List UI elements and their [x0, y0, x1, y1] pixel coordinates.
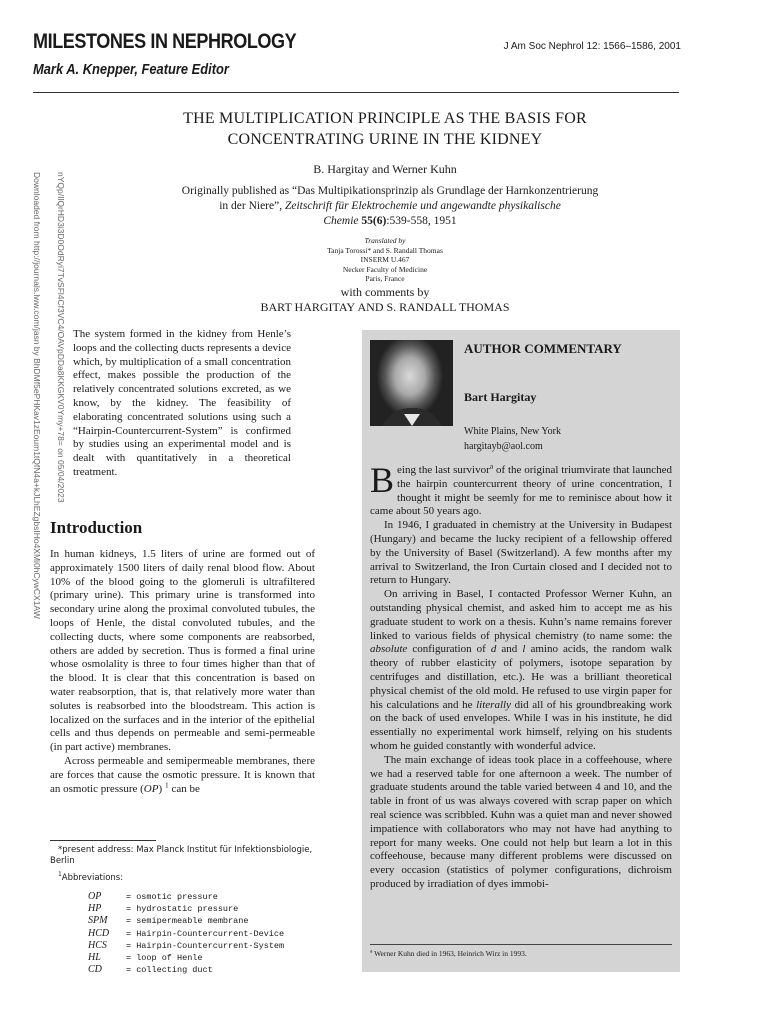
translation-credit [100, 236, 670, 284]
text: Across permeable and semipermeable membranes, there are forces that cause the osmotic pressure. It is known that an osmotic pressure ( [50, 754, 315, 795]
abbr-key: HCS [88, 939, 107, 951]
abstract: The system formed in the kidney from Henle’s loops and the collecting ducts represents a device which, by multiplication of a small concentration effect, makes possible the production of the relatively concentrated solutions excreted, as we know, by the kidney. The feasibility of elaborating concentrated solutions using such a “Hairpin-Countercurrent-System” is confirmed by studies using an experimental model and is dealt with quantitatively in a theoretical treatment. [73, 328, 291, 478]
abbr-row [88, 940, 284, 952]
abbr-key: HL [88, 952, 101, 964]
commentary-footnote-rule [370, 944, 672, 945]
commentator: BART HARGITAY [260, 300, 356, 314]
article-authors: B. Hargitay and Werner Kuhn [313, 162, 457, 176]
abbr-row [88, 891, 284, 903]
text: can be [168, 782, 200, 795]
abbr-val: = loop of Henle [126, 953, 203, 964]
commentary-footnote [370, 949, 672, 959]
journal-name: MILESTONES IN NEPHROLOGY [33, 30, 297, 53]
introduction-body [50, 548, 315, 796]
paragraph [50, 755, 315, 796]
abbr-row [88, 952, 284, 964]
drop-cap: B [370, 460, 395, 500]
pages: :539-558, 1951 [386, 215, 457, 227]
commentators [100, 300, 670, 315]
institution: Necker Faculty of Medicine [342, 264, 428, 274]
text: On arriving in Basel, I contacted Professor Werner Kuhn, an outstanding physical chemist, and asked him to accept me as his graduate student to work on a thesis. Kuhn’s name remains forever linked to various fields of physical chemistry (to name some: the [370, 588, 672, 642]
commentary-author: Bart Hargitay [464, 390, 537, 404]
abbr-val: = hydrostatic pressure [126, 904, 239, 915]
footnote-mark: 1 [58, 871, 62, 879]
original-publication [110, 184, 670, 229]
abbr-row [88, 928, 284, 940]
footnote-address: *present address: Max Planck Institut für Infektionsbiologie, Berlin [50, 845, 313, 866]
journal-original: Zeitschrift für Elektrochemie und angewandte physikalische [284, 200, 561, 212]
abbr-val: = Hairpin-Countercurrent-System [126, 940, 285, 951]
text: absolute [370, 643, 408, 656]
with-comments-label: with comments by [340, 285, 430, 299]
footnote-mark: a [370, 948, 373, 955]
translated-by-label: Translated by [364, 236, 406, 245]
footnotes [50, 845, 315, 890]
article-title [100, 108, 670, 150]
and-word: AND [355, 300, 387, 314]
watermark-line: nYQp/IlQrHD3i3D0OdRyi7TvSFl4Cf3VC4/OAVpDDa8KKGKV0Ymy+78= on 05/04/2023 [56, 172, 66, 503]
abbr-val: = Hairpin-Countercurrent-Device [126, 928, 285, 939]
paragraph: The main exchange of ideas took place in a coffeehouse, where we had a reserved table for one afternoon a week. The number of graduate students around the table varied between 4 and 10, and the table in front of us was always covered with scrap paper on which real science was scribbled. Kuhn was a quiet man and never showed impatience with collaborators who may not have had anything to report for many weeks. One could not help but learn a lot in this coffeehouse, because many different problems were discussed on every occasion (statistics of polymer configurations, dichroism produced by irradiation of dyes immobi- [370, 753, 672, 890]
abbr-op: OP [143, 782, 159, 795]
abbr-val: = collecting duct [126, 965, 213, 976]
abbr-row [88, 915, 284, 927]
paragraph [370, 460, 672, 519]
text: d [490, 643, 497, 656]
abbreviation-list [88, 891, 284, 976]
footnote-rule [50, 840, 156, 841]
header-rule [33, 92, 679, 93]
commentator: S. RANDALL THOMAS [386, 300, 510, 314]
feature-editor: Mark A. Knepper, Feature Editor [33, 61, 229, 78]
institution: Paris, France [365, 274, 405, 283]
text: and [496, 643, 523, 656]
abbr-key: OP [88, 891, 102, 902]
text: l [522, 643, 526, 656]
text: eing the last survivor [397, 464, 490, 476]
abbr-key: SPM [88, 915, 108, 927]
paragraph [370, 588, 672, 754]
orig-line [110, 214, 670, 229]
abbr-row [88, 964, 284, 976]
section-heading-introduction: Introduction [50, 518, 143, 537]
author-location: White Plains, New York [464, 426, 561, 437]
orig-text: in der Niere”, [219, 200, 285, 212]
text: literally [476, 698, 511, 711]
title-line: THE MULTIPLICATION PRINCIPLE AS THE BASIS FOR [183, 110, 587, 127]
commentary-body [370, 460, 672, 892]
text: amino acids, the random walk theory of rubber elasticity of polymers, isotope separation by centrifuges and distillation, etc.). He was a brilliant theoretical physical chemist of the old mold. He refused to use virgin paper for his calculations and he [370, 643, 672, 711]
footnote-abbreviations [50, 873, 315, 884]
paragraph: In human kidneys, 1.5 liters of urine are formed out of approximately 1500 liters of daily renal blood flow. About 10% of the blood going to the glomeruli is ultrafiltered (primary urine). This primary urine is transformed into secondary urine along the proximal convoluted tubules, the loops of Henle, the distal convoluted tubules, and the collecting ducts, where some components are reabsorbed, others are added by secretion. Thus is formed a final urine whose osmolality is three to four times higher than that of the blood. It is clear that this concentration is based on water reabsorption, that is, that relatively more water than solutes is reabsorbed into the bloodstream. This action is localized on the surfaces and in the interior of the epithelial cells and thus depends on permeable and semi-permeable (in part active) membranes. [50, 548, 315, 754]
author-portrait [370, 340, 453, 426]
footnote-ref[interactable]: a [489, 461, 494, 471]
text: did all of his groundbreaking work on the back of used envelopes. While I was in his institute, he did essentially no experimental work himself, relying on his students whom he guided constantly with wonderful advice. [370, 698, 672, 752]
text: configuration of [407, 643, 491, 656]
commentary-heading: AUTHOR COMMENTARY [464, 341, 622, 356]
download-watermark [22, 172, 66, 972]
citation: J Am Soc Nephrol 12: 1566–1586, 2001 [503, 41, 681, 52]
abbr-key: CD [88, 964, 102, 976]
translators: Tanja Torossi* and S. Randall Thomas [327, 245, 443, 255]
title-line: CONCENTRATING URINE IN THE KIDNEY [227, 131, 543, 148]
text: Abbreviations: [61, 873, 124, 883]
commentary-affiliation [464, 424, 561, 454]
text: of the original triumvirate that launched the hairpin countercurrent theory of urine concentration, I thought it might be seemly for me to reminisce about how it came about 50 years ago. [370, 464, 672, 518]
orig-line [110, 199, 670, 214]
orig-line: Originally published as “Das Multipikationsprinzip als Grundlage der Harnkonzentrierung [181, 185, 599, 197]
volume: 55(6) [358, 215, 387, 227]
journal-original-cont: Chemie [323, 215, 359, 227]
paragraph: In 1946, I graduated in chemistry at the University in Budapest (Hungary) and became the lucky recipient of a fellowship offered by the University of Basel (Switzerland). A few months after my arrival to Switzerland, the Iron Curtain closed and I decided not to return to Hungary. [370, 519, 672, 587]
author-email[interactable]: hargitayb@aol.com [464, 441, 543, 452]
abbr-val: = osmotic pressure [126, 892, 218, 902]
comments-credit [100, 285, 670, 315]
abbr-row [88, 903, 284, 915]
footnote-ref[interactable]: 1 [164, 779, 169, 789]
abbr-key: HCD [88, 927, 110, 939]
text: Werner Kuhn died in 1963, Heinrich Wirz in 1993. [372, 949, 527, 958]
abbr-key: HP [88, 903, 102, 915]
watermark-line: Downloaded from http://journals.lww.com/jasn by BhDMf5ePHKav1zEoum1tQfN4a+kJLhEZgbsIHo4XMi0hCywCX1AW [32, 172, 42, 619]
institution: INSERM U.467 [360, 255, 410, 264]
text: ) [158, 782, 165, 795]
abbr-val: = semipermeable membrane [126, 916, 249, 927]
